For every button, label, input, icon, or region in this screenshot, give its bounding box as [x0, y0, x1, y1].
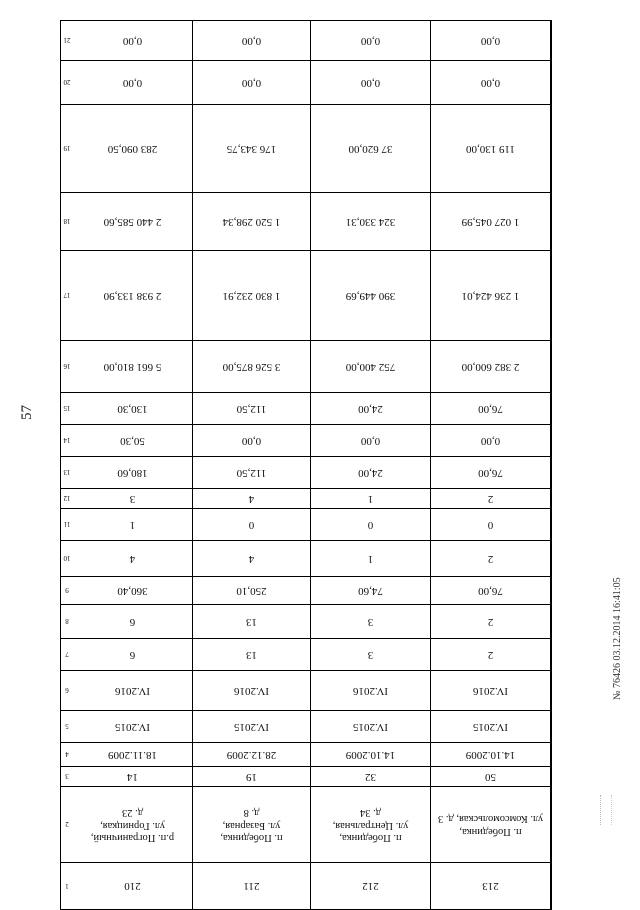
- table-cell: 14.10.2009: [431, 743, 551, 766]
- table-cell: 14: [73, 767, 193, 786]
- table-cell: п. Побединка, ул. Центральная, д. 34: [311, 787, 431, 862]
- table-row-col-8: [61, 605, 551, 639]
- table-cell: 1 520 298,34: [193, 193, 311, 250]
- table-cell: 2: [431, 605, 551, 638]
- table-cell: 2: [431, 639, 551, 670]
- table-cell: 37 620,00: [311, 105, 431, 192]
- table-cell: 2: [431, 541, 551, 576]
- table-row-col-9: [61, 577, 551, 605]
- table-row-col-1: [61, 863, 551, 909]
- table-row-col-2: [61, 787, 551, 863]
- table-cell: 3: [311, 605, 431, 638]
- table-row-col-10: [61, 541, 551, 577]
- table-cell: IV.2015: [431, 711, 551, 742]
- table-cell: 1: [311, 489, 431, 508]
- table-row-col-17: [61, 251, 551, 341]
- table-cell: IV.2015: [73, 711, 193, 742]
- table-cell: 180,60: [73, 457, 193, 488]
- column-number-label: 20: [63, 78, 71, 87]
- column-number-label: 10: [63, 554, 71, 563]
- table-cell: 0: [311, 509, 431, 540]
- table-cell: 119 130,00: [431, 105, 551, 192]
- table-cell: 211: [193, 863, 311, 909]
- column-number-label: 2: [65, 820, 69, 829]
- table-cell: 0,00: [193, 21, 311, 60]
- table-cell: 0,00: [193, 61, 311, 104]
- table-cell: 24,00: [311, 393, 431, 424]
- table-cell: 6: [73, 639, 193, 670]
- table-cell: 2 440 585,60: [73, 193, 193, 250]
- table-cell: п. Побединка, ул. Базарная, д. 8: [193, 787, 311, 862]
- table-cell: 210: [73, 863, 193, 909]
- table-cell: 0,00: [193, 425, 311, 456]
- stamp-signature-mark: [600, 795, 612, 825]
- table-cell: 76,00: [431, 393, 551, 424]
- column-number-label: 21: [63, 36, 71, 45]
- table-cell: 76,00: [431, 577, 551, 604]
- table-cell: 13: [193, 605, 311, 638]
- table-cell: 0,00: [73, 61, 193, 104]
- column-number-label: 12: [63, 494, 71, 503]
- table-row-col-4: [61, 743, 551, 767]
- table-cell: 213: [431, 863, 551, 909]
- table-cell: 74,60: [311, 577, 431, 604]
- registration-stamp: № 76426 03.12.2014 16:41:05: [612, 577, 623, 700]
- table-cell: 5 661 810,00: [73, 341, 193, 392]
- column-number-label: 16: [63, 362, 71, 371]
- table-cell: п. Побединка, ул. Комсомольская, д. 3: [431, 787, 551, 862]
- table-cell: 6: [73, 605, 193, 638]
- table-cell: 0,00: [73, 21, 193, 60]
- column-number-label: 11: [63, 520, 71, 529]
- table-cell: IV.2015: [311, 711, 431, 742]
- column-number-label: 4: [65, 750, 69, 759]
- table-row-col-19: [61, 105, 551, 193]
- table-row-col-5: [61, 711, 551, 743]
- column-number-label: 7: [65, 650, 69, 659]
- table-cell: IV.2016: [73, 671, 193, 710]
- table-cell: 0,00: [311, 425, 431, 456]
- table-cell: 3: [311, 639, 431, 670]
- table-cell: 32: [311, 767, 431, 786]
- table-cell: 112,50: [193, 393, 311, 424]
- table-cell: 0,00: [431, 61, 551, 104]
- column-number-label: 19: [63, 144, 71, 153]
- table-cell: 50: [431, 767, 551, 786]
- table-cell: 176 343,75: [193, 105, 311, 192]
- table-cell: 324 330,31: [311, 193, 431, 250]
- table-row-col-15: [61, 393, 551, 425]
- table-cell: 0,00: [431, 21, 551, 60]
- table-cell: 283 090,50: [73, 105, 193, 192]
- table-cell: 18.11.2009: [73, 743, 193, 766]
- column-number-label: 5: [65, 722, 69, 731]
- table-cell: 76,00: [431, 457, 551, 488]
- table-cell: 1: [311, 541, 431, 576]
- column-number-label: 3: [65, 772, 69, 781]
- table-cell: 1 236 424,01: [431, 251, 551, 340]
- table-cell: 0: [193, 509, 311, 540]
- table-cell: 1 830 232,91: [193, 251, 311, 340]
- table-cell: 3 526 875,00: [193, 341, 311, 392]
- table-cell: 2 382 600,00: [431, 341, 551, 392]
- table-cell: 130,30: [73, 393, 193, 424]
- column-number-label: 15: [63, 404, 71, 413]
- table-cell: IV.2016: [311, 671, 431, 710]
- table-row-col-11: [61, 509, 551, 541]
- table-row-col-20: [61, 61, 551, 105]
- table-cell: 212: [311, 863, 431, 909]
- page-number: 57: [19, 405, 35, 420]
- table-cell: 14.10.2009: [311, 743, 431, 766]
- column-number-label: 17: [63, 291, 71, 300]
- table-row-col-7: [61, 639, 551, 671]
- table-cell: 390 449,69: [311, 251, 431, 340]
- table-cell: 19: [193, 767, 311, 786]
- column-number-label: 18: [63, 217, 71, 226]
- table-row-col-12: [61, 489, 551, 509]
- table-cell: р.п. Пограничный, ул. Горницкая, д. 23: [73, 787, 193, 862]
- table-cell: 50,30: [73, 425, 193, 456]
- table-cell: 0,00: [311, 21, 431, 60]
- column-number-label: 1: [65, 882, 69, 890]
- data-table: [60, 20, 552, 910]
- column-number-label: 14: [63, 436, 71, 445]
- column-number-label: 9: [65, 586, 69, 595]
- table-cell: 3: [73, 489, 193, 508]
- table-cell: IV.2016: [193, 671, 311, 710]
- table-cell: IV.2016: [431, 671, 551, 710]
- table-cell: 13: [193, 639, 311, 670]
- table-cell: 1 027 045,99: [431, 193, 551, 250]
- column-number-label: 6: [65, 686, 69, 695]
- table-cell: 112,50: [193, 457, 311, 488]
- column-number-label: 13: [63, 468, 71, 477]
- table-cell: 4: [193, 489, 311, 508]
- table-cell: 24,00: [311, 457, 431, 488]
- table-cell: 250,10: [193, 577, 311, 604]
- table-row-col-18: [61, 193, 551, 251]
- table-cell: 2 938 133,90: [73, 251, 193, 340]
- table-cell: 2: [431, 489, 551, 508]
- table-cell: 752 400,00: [311, 341, 431, 392]
- table-row-col-3: [61, 767, 551, 787]
- table-row-col-13: [61, 457, 551, 489]
- table-cell: 28.12.2009: [193, 743, 311, 766]
- table-row-col-21: [61, 21, 551, 61]
- table-row-col-6: [61, 671, 551, 711]
- table-cell: 4: [193, 541, 311, 576]
- table-cell: 0,00: [311, 61, 431, 104]
- table-cell: 0: [431, 509, 551, 540]
- table-row-col-14: [61, 425, 551, 457]
- table-row-col-16: [61, 341, 551, 393]
- table-cell: IV.2015: [193, 711, 311, 742]
- table-cell: 0,00: [431, 425, 551, 456]
- table-cell: 1: [73, 509, 193, 540]
- table-cell: 4: [73, 541, 193, 576]
- table-cell: 360,40: [73, 577, 193, 604]
- column-number-label: 8: [65, 617, 69, 626]
